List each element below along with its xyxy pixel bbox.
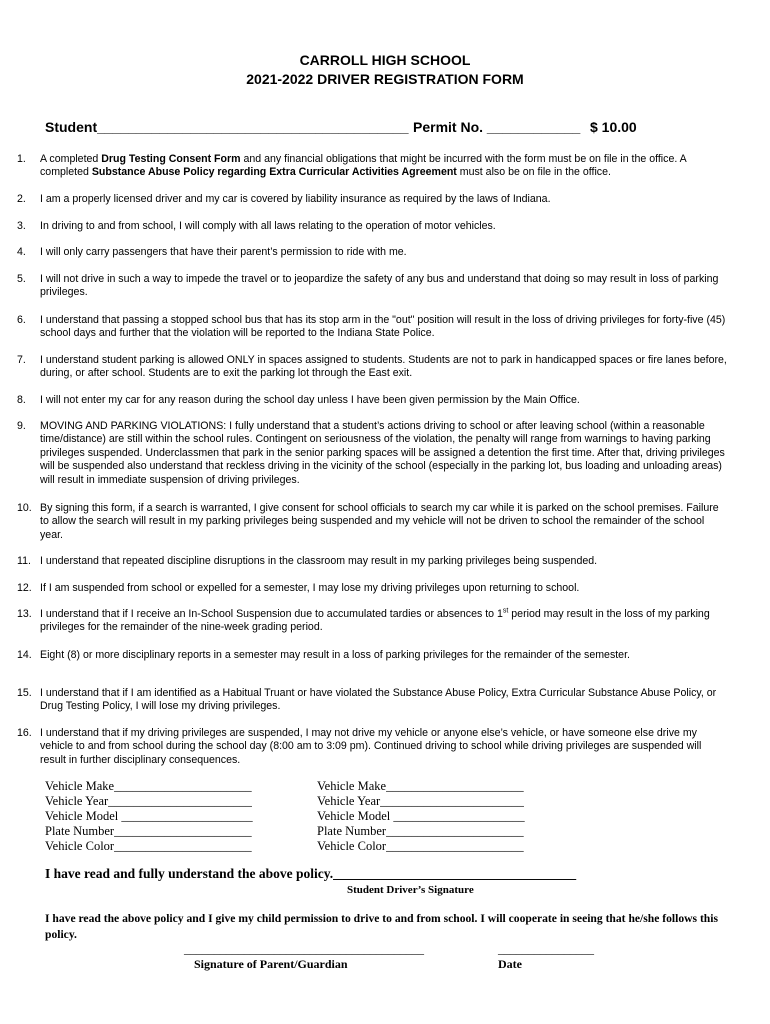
vehicle-1-plate-field[interactable]: Plate Number______________________	[45, 824, 252, 838]
school-name: CARROLL HIGH SCHOOL	[299, 52, 471, 68]
permit-number-field[interactable]: Permit No. ____________	[413, 119, 581, 135]
vehicle-1-fields	[45, 779, 253, 854]
vehicle-2-plate-field[interactable]: Plate Number______________________	[317, 824, 524, 838]
form-title: 2021-2022 DRIVER REGISTRATION FORM	[246, 71, 524, 87]
vehicle-2-year-field[interactable]: Vehicle Year_______________________	[317, 794, 524, 808]
vehicle-2-fields	[317, 779, 525, 854]
parent-permission-statement: I have read the above policy and I give my child permission to drive to and from school. I will cooperate in seeing that he/she follows this policy.	[45, 912, 718, 941]
vehicle-1-color-field[interactable]: Vehicle Color______________________	[45, 839, 252, 853]
student-name-field[interactable]: Student________________________________________	[45, 119, 409, 135]
vehicle-1-make-field[interactable]: Vehicle Make______________________	[45, 779, 252, 793]
date-field[interactable]: ________________	[498, 942, 594, 956]
vehicle-2-model-field[interactable]: Vehicle Model _____________________	[317, 809, 525, 823]
vehicle-1-model-field[interactable]: Vehicle Model _____________________	[45, 809, 253, 823]
parent-signature-caption: Signature of Parent/Guardian	[194, 957, 348, 971]
date-caption: Date	[498, 957, 522, 971]
vehicle-1-year-field[interactable]: Vehicle Year_______________________	[45, 794, 252, 808]
permit-fee: $ 10.00	[590, 119, 637, 135]
registration-form-page: CARROLL HIGH SCHOOL 2021-2022 DRIVER REGISTRATION FORM Student________________________________________ Permit No. ____________ $ 10.00 1. A completed Drug Testing Consent Form and any financial obligations that might be incurred with the form must be on file in the office. A completed Substance Abuse Policy regarding Extra Curricular Activities Agreement must also be on file in the office. 2. I am a properly licensed driver and my car is covered by liability insurance as required by the laws of Indiana. 3. In driving to and from school, I will comply with all laws relating to the operation of motor vehicles. 4. I will only carry passengers that have their parent’s permission to ride with me. 5. I will not drive in such a way to impede the travel or to jeopardize the safety of any bus and understand that doing so may result in loss of parking privileges. 6. I understand that passing a stopped school bus that has its stop arm in the "out" position will result in the loss of driving privileges for forty-five (45) school days and further that the violation will be reported to the Indiana State Police. 7. I understand student parking is allowed ONLY in spaces assigned to students. Students are not to park in handicapped spaces or fire lanes before, during, or after school. Students are to exit the parking lot through the East exit. 8. I will not enter my car for any reason during the school day unless I have been given permission by the Main Office. 9. MOVING AND PARKING VIOLATIONS: I fully understand that a student’s actions driving to school or after leaving school (within a reasonable time/distance) are still within the school rules. Contingent on seriousness of the violation, the penalty will range from warnings to having parking privileges suspended. Underclassmen that park in the senior parking spaces will be assigned a detention the first time. After that, driving privileges will be suspended also understand that reckless driving in the vicinity of the school (especially in the parking lot, bus loading and unloading areas) will result in immediate suspension of driving privileges. 10. By signing this form, if a search is warranted, I give consent for school officials to search my car while it is parked on the school premises. Failure to allow the search will result in my parking privileges being suspended and my vehicle will not be driven to school the remainder of the school year. 11. I understand that repeated discipline disruptions in the classroom may result in my parking privileges being suspended. 12. If I am suspended from school or expelled for a semester, I may lose my driving privileges upon returning to school. 13. I understand that if I receive an In-School Suspension due to accumulated tardies or absences to 1st period may result in the loss of my parking privileges for the remainder of the nine-week grading period. 14. Eight (8) or more disciplinary reports in a semester may result in a loss of parking privileges for the remainder of the semester. 15. I understand that if I am identified as a Habitual Truant or have violated the Substance Abuse Policy, Extra Curricular Substance Abuse Policy, or Drug Testing Policy, I will lose my driving privileges. 16. I understand that if my driving privileges are suspended, I may not drive my vehicle or anyone else’s vehicle, or have someone else drive my vehicle to and from school during the school day (8:00 am to 3:09 pm). Continued driving to school while driving privileges are suspended will result in further disciplinary consequences. Vehicle Make______________________ Vehicle Year_______________________ Vehicle Model _____________________ Plate Number______________________ Vehicle Color______________________ Vehicle Make______________________ Vehicle Year_______________________ Vehicle Model _____________________ Plate Number______________________ Vehicle Color______________________ I have read and fully understand the above policy.____________________________________ Student Driver’s Signature I have read the above policy and I give my child permission to drive to and from school. I will cooperate in seeing that he/she follows this policy. ________________________________________ ________________ Signature of Parent/Guardian Date	[0, 0, 770, 1024]
student-signature-field[interactable]: I have read and fully understand the above policy.____________________________________	[45, 866, 577, 881]
vehicle-2-color-field[interactable]: Vehicle Color______________________	[317, 839, 524, 853]
parent-signature-field[interactable]: ________________________________________	[184, 942, 424, 956]
student-signature-caption: Student Driver’s Signature	[347, 884, 474, 896]
vehicle-2-make-field[interactable]: Vehicle Make______________________	[317, 779, 524, 793]
